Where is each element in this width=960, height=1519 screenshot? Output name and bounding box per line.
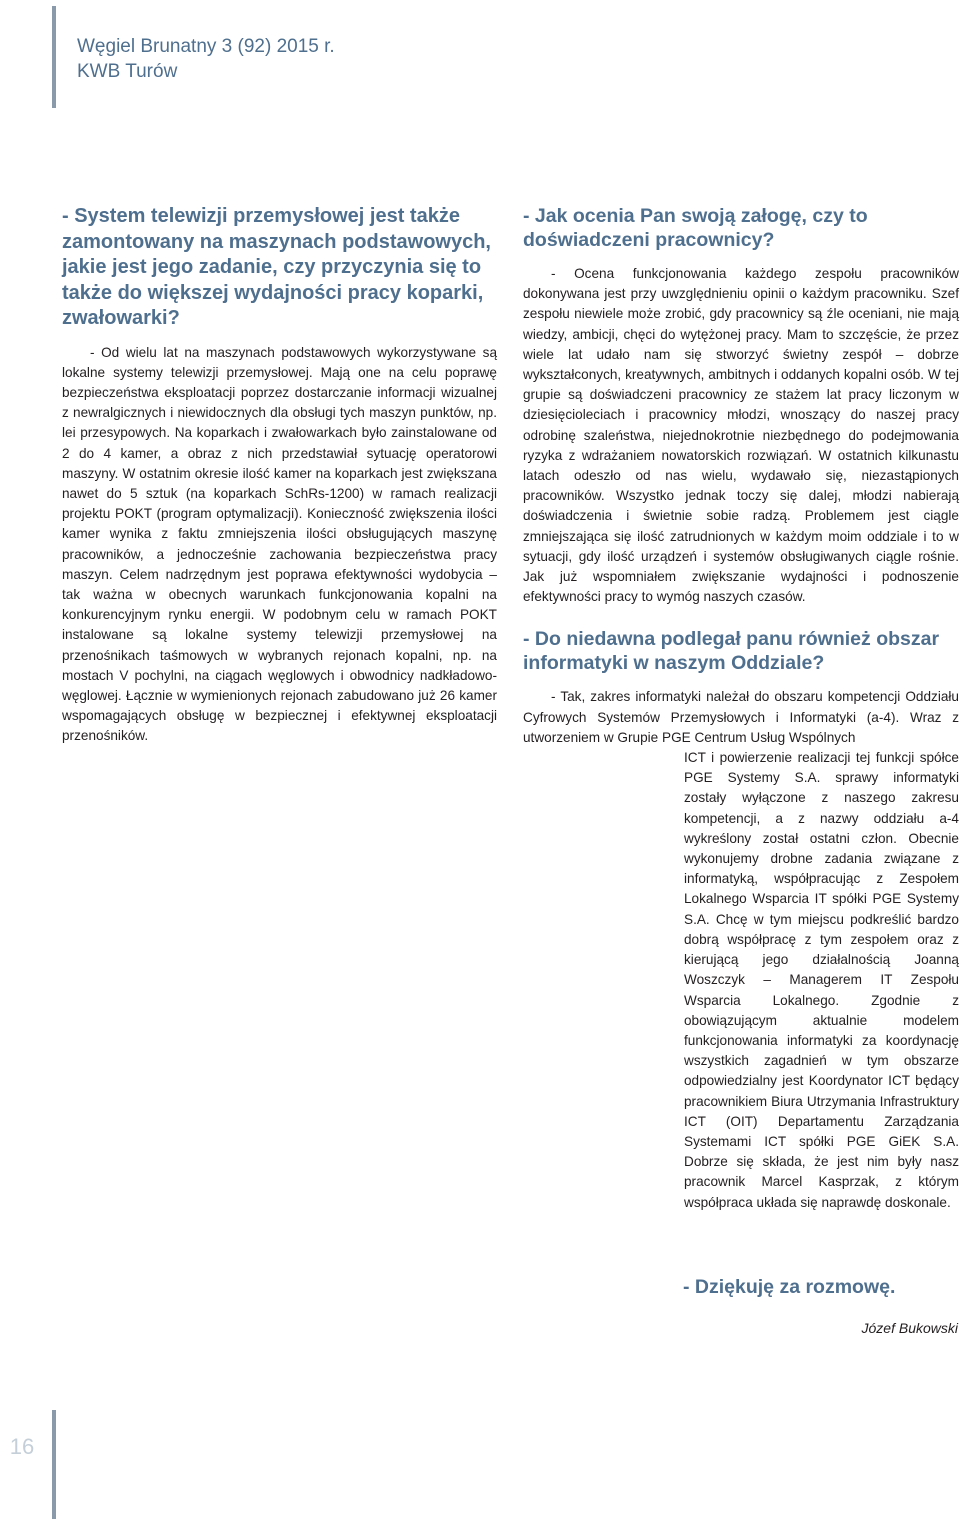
answer-it-continued: ICT i powierzenie realizacji tej funkcji spółce PGE Systemy S.A. sprawy informatyki zostały wyłączone z naszego zakresu kompetencji, a z nazwy oddziału a-4 wykreślony został ostatni człon. Obecnie wykonujemy drobne zadania związane z informatyką, współpracując z Zespołem Lokalnego Wsparcia IT spółki PGE Systemy S.A. Chcę w tym miejscu podkreślić bardzo dobrą współpracę z tym zespołem oraz z kierującą jego działalnością Joanną Woszczyk – Managerem IT Zespołu Wsparcia Lokalnego. Zgodnie z obowiązującym aktualnie modelem funkcjonowania informatyki za koordynację wszystkich zagadnień w tym obszarze odpowiedzialny jest Koordynator ICT będący pracownikiem Biura Utrzymania Infrastruktury ICT (OIT) Departamentu Zarządzania Systemami ICT spółki PGE GiEK S.A. Dobrze się składa, że jest nim były nasz pracownik Marcel Kasprzak, z którym współpraca układa się naprawdę doskonale. (684, 750, 959, 1210)
running-header (77, 34, 335, 84)
publication-title: Węgiel Brunatny 3 (92) 2015 r. (77, 36, 335, 57)
answer-staff: - Ocena funkcjonowania każdego zespołu pracowników dokonywana jest przy uwzględnieniu opinii o każdym pracowniku. Szef zespołu niewiele może zrobić, gdy pracownicy są źle oceniani, nie mają wiedzy, ambicji, chęci do wytężonej pracy. Mam to szczęście, że przez wiele lat udało nam się stworzyć świetny zespół – dobrze wykształconych, kreatywnych, ambitnych i oddanych kopalni osób. W tej grupie są doświadczeni pracownicy ze stażem lat pracy liczonym w dziesięcioleciach i pracownicy młodzi, wnoszący do naszej pracy odrobinę szaleństwa, niejednokrotnie niezbędnego do podejmowania ryzyka z wdrażaniem nowatorskich rozwiązań. W ostatnich kilkunastu latach odeszło od nas wielu, wydawało się, niezastąpionych pracowników. Wszystko jednak toczy się dalej, młodzi nabierają doświadczenia i świetnie sobie radzą. Problemem jest ciągle zmniejszająca się ilość zatrudnionych w każdym moim oddziale i to w sytuacji, gdy ilość urządzeń i systemów obsługiwanych ciągle rośnie. Jak już wspomniałem zwiększanie wydajności i podnoszenie efektywności pracy to wymóg naszych czasów. (523, 266, 959, 605)
left-column (62, 204, 497, 747)
header-accent-bar (52, 6, 56, 108)
footer-accent-bar (52, 1410, 56, 1519)
question-staff: - Jak ocenia Pan swoją załogę, czy to doświadczeni pracownicy? (523, 205, 868, 251)
question-it: - Do niedawna podlegał panu również obszar informatyki w naszym Oddziale? (523, 628, 940, 675)
section-title: KWB Turów (77, 61, 178, 82)
question-cctv: - System telewizji przemysłowej jest także zamontowany na maszynach podstawowych, jakie jest jego zadanie, czy przyczynia się to także do większej wydajności pracy koparki, zwałowarki? (62, 205, 491, 329)
answer-it (523, 687, 959, 1212)
page-number: 16 (9, 1434, 35, 1459)
right-column (523, 204, 959, 1213)
answer-it-intro: - Tak, zakres informatyki należał do obszaru kompetencji Oddziału Cyfrowych Systemów Przemysłowych i Informatyki (a-4). Wraz z utworzeniem w Grupie PGE Centrum Usług Wspólnych (523, 689, 959, 745)
closing-line: - Dziękuję za rozmowę. (683, 1276, 896, 1298)
author-signature: Józef Bukowski (861, 1320, 958, 1336)
answer-cctv: - Od wielu lat na maszynach podstawowych wykorzystywane są lokalne systemy telewizji przemysłowej. Mają one na celu poprawę bezpieczeństwa eksploatacji poprzez dostarczanie informacji wizualnej z newralgicznych i niewidocznych dla obsługi tych maszyn punktów, np. lei przesypowych. Na koparkach i zwałowarkach było zainstalowane od 2 do 4 kamer, a obraz z nich przedstawiał sytuację operatorowi maszyny. W ostatnim okresie ilość kamer na koparkach jest zwiększana nawet do 5 sztuk (na koparkach SchRs-1200) w ramach realizacji projektu POKT (program optymalizacji). Konieczność zwiększenia ilości kamer wynika z faktu zmniejszenia ilości obsługujących maszynę pracowników, a jednocześnie zachowania bezpieczeństwa pracy maszyn. Celem nadrzędnym jest poprawa efektywności wydobycia – tak ważna w obecnych warunkach funkcjonowania kopalni na konkurencyjnym rynku energii. W podobnym celu w ramach POKT instalowane są lokalne systemy telewizji przemysłowej na przenośnikach taśmowych w wybranych rejonach kopalni, np. na mostach V pochylni, na ciągach węglowych i obwodnicy nadkładowo-węglowej. Łącznie w wymienionych rejonach zabudowano już 26 kamer wspomagających obsługę w bezpiecznej i efektywnej eksploatacji przenośników. (62, 344, 497, 744)
